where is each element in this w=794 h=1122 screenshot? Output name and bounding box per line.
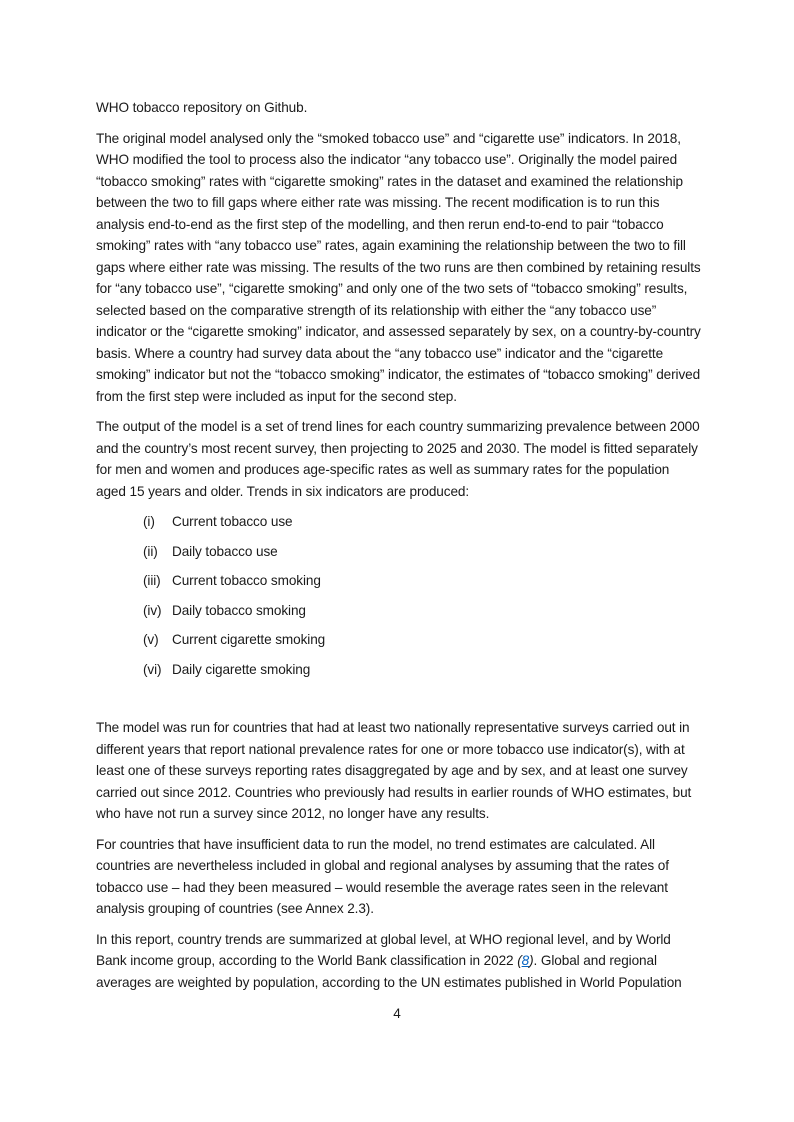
paragraph-text-after-link: . Global and regional averages are weighted by population, according to the UN estimates published in World Population [96,953,682,990]
list-item-marker: (iii) [143,573,161,588]
list-item-marker: (vi) [143,661,162,677]
paragraph-model-output: The output of the model is a set of trend lines for each country summarizing prevalence between 2000 and the country’s most recent survey, then projecting to 2025 and 2030. The model is fitted separately for men and women and produces age-specific rates as well as summary rates for the population aged 15 years and older. Trends in six indicators are produced: [96,419,700,499]
list-item-marker: (ii) [143,543,158,559]
paragraph-model-criteria: The model was run for countries that had at least two nationally representative surveys carried out in different years that report national prevalence rates for one or more tobacco use indicator(s), with at least one of these surveys reporting rates disaggregated by age and by sex, and at least one survey carried out since 2012. Countries who previously had results in earlier rounds of WHO estimates, but who have not run a survey since 2012, no longer have any results. [96,720,692,821]
citation-link-8[interactable]: 8 [521,953,530,968]
list-item [96,659,702,681]
paragraph-original-model: The original model analysed only the “smoked tobacco use” and “cigarette use” indicators. In 2018, WHO modified the tool to process also the indicator “any tobacco use”. Originally the model paired “tobacco smoking” rates with “cigarette smoking” rates in the dataset and examined the relationship between the two to fill gaps where either rate was missing. The recent modification is to run this analysis end-to-end as the first step of the modelling, and then rerun end-to-end to pair “tobacco smoking” rates with “any tobacco use” rates, again examining the relationship between the two to fill gaps where either rate was missing. The results of the two runs are then combined by retaining results for “any tobacco use”, “cigarette smoking” and only one of the two sets of “tobacco smoking” results, selected based on the comparative strength of its relationship with either the “any tobacco use” indicator or the “cigarette smoking” indicator, and assessed separately by sex, on a country-by-country basis. Where a country had survey data about the “any tobacco use” indicator and the “cigarette smoking” indicator but not the “tobacco smoking” indicator, the estimates of “tobacco smoking” derived from the first step were included as input for the second step. [96,130,701,404]
list-item-marker: (v) [143,632,159,647]
paragraph-repository: WHO tobacco repository on Github. [96,100,308,115]
list-item [96,511,702,533]
list-item-label: Current cigarette smoking [172,632,326,647]
paragraph-text-before-link: In this report, country trends are summarized at global level, at WHO regional level, and by World Bank income group, according to the World Bank classification in 2022 [96,931,671,968]
page-content [96,97,702,1002]
list-item-label: Daily tobacco use [172,543,278,559]
page-number: 4 [393,1006,401,1021]
list-item-label: Current tobacco smoking [172,573,321,588]
citation-paren-open: ( [517,953,522,968]
list-item-label: Current tobacco use [172,514,293,529]
list-item [96,541,702,563]
citation-paren-close: ) [529,953,534,968]
indicator-list [96,511,702,680]
list-item [96,600,702,622]
list-item-label: Daily tobacco smoking [172,602,306,618]
list-item [96,570,702,592]
list-item-marker: (iv) [143,602,162,618]
list-item-label: Daily cigarette smoking [172,661,311,677]
paragraph-insufficient-data: For countries that have insufficient data to run the model, no trend estimates are calculated. All countries are nevertheless included in global and regional analyses by assuming that the rates of tobacco use – had they been measured – would resemble the average rates seen in the relevant analysis grouping of countries (see Annex 2.3). [96,836,669,916]
list-item [96,629,702,651]
list-item-marker: (i) [143,514,155,529]
paragraph-report-summary [96,929,702,994]
